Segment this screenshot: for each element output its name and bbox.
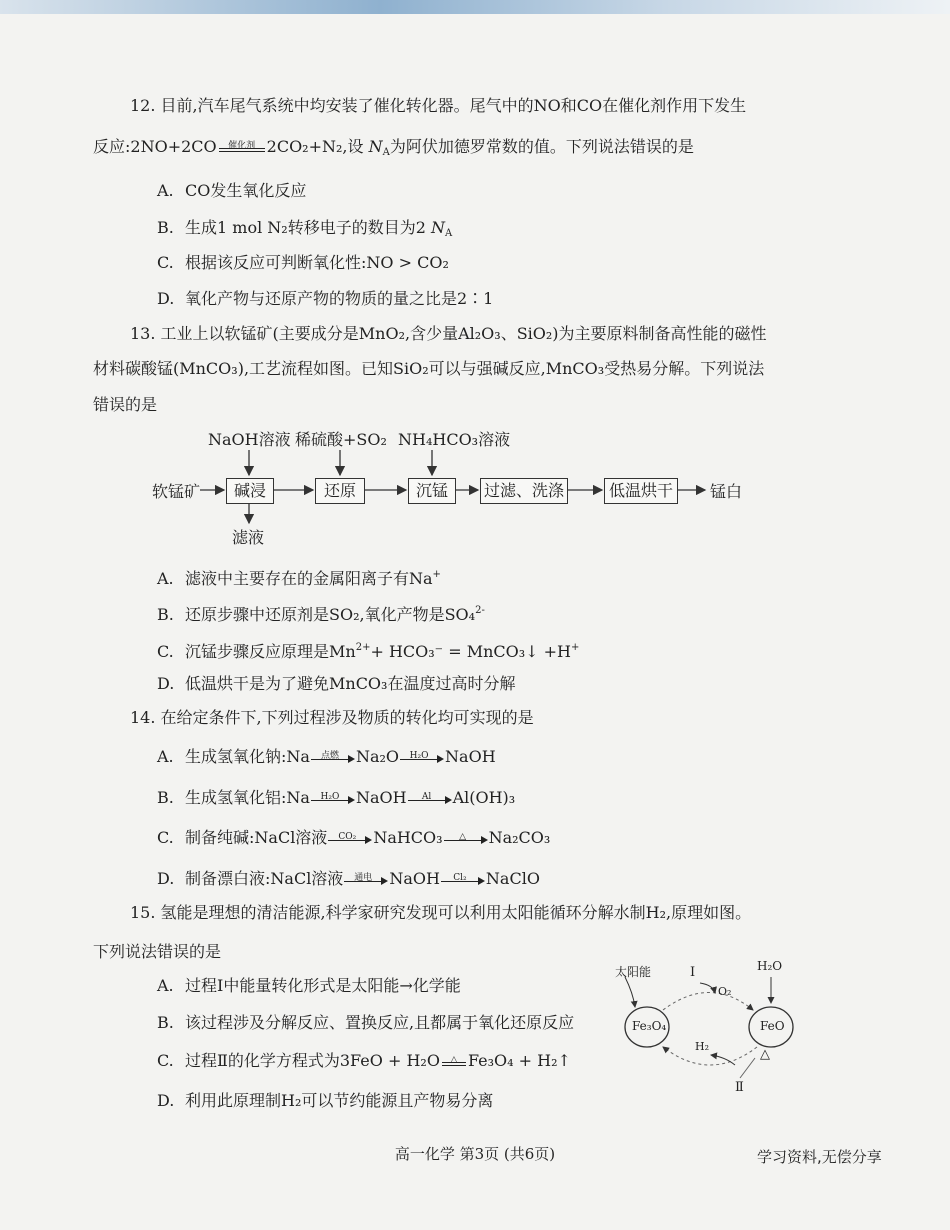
heat-symbol: △ (760, 1047, 770, 1062)
flow-end-product: 锰白 (710, 482, 743, 501)
flow-step-alkali-leach: 碱浸 (226, 478, 274, 504)
species: NaHCO₃ (373, 828, 443, 847)
water-label: H₂O (757, 959, 783, 973)
option-label: C. (157, 253, 174, 272)
q15-option-d[interactable] (157, 1090, 493, 1112)
q14-option-a[interactable] (157, 746, 496, 768)
hydrogen-label: H₂ (695, 1040, 710, 1053)
option-label: B. (157, 218, 174, 237)
option-text: 生成氢氧化钠: (185, 747, 287, 766)
arrow-condition: Cl₂ (453, 872, 467, 883)
q12-equilibrium-sign (217, 141, 267, 155)
option-label: B. (157, 605, 174, 624)
arrow-condition: H₂O (409, 750, 429, 761)
option-text: 生成氢氧化铝: (185, 788, 287, 807)
option-label: D. (157, 869, 175, 888)
option-text: CO发生氧化反应 (185, 181, 307, 200)
oxygen-label: O₂ (718, 985, 732, 998)
option-label: C. (157, 642, 174, 661)
arrow-condition: H₂O (320, 791, 340, 802)
q13-option-b[interactable] (157, 600, 485, 626)
option-text: 根据该反应可判断氧化性:NO > CO₂ (185, 253, 449, 272)
option-text: + HCO₃⁻ = MnCO₃↓ +H (370, 642, 572, 661)
option-label: A. (157, 569, 174, 588)
heat-condition: △ (450, 1054, 458, 1065)
flow-step-dry: 低温烘干 (604, 478, 678, 504)
species: NaOH (445, 747, 496, 766)
q13-process-flowchart (150, 425, 770, 550)
q12-option-c[interactable] (157, 252, 449, 274)
q12-option-d[interactable] (157, 288, 493, 310)
charge-superscript: + (571, 642, 580, 653)
option-text: 制备漂白液: (185, 869, 271, 888)
q14-option-d[interactable] (157, 868, 540, 890)
flow-filtrate: 滤液 (232, 528, 265, 547)
q13-option-c[interactable] (157, 637, 579, 663)
q12-na-symbol: N (430, 218, 445, 237)
option-text: 该过程涉及分解反应、置换反应,且都属于氧化还原反应 (185, 1013, 575, 1032)
option-text: 过程Ⅱ的化学方程式为3FeO + H₂O (185, 1051, 440, 1070)
species: NaOH (389, 869, 440, 888)
species: Na (286, 747, 310, 766)
arrow-condition: CO₂ (338, 831, 357, 842)
reaction-arrow (311, 751, 355, 765)
option-label: C. (157, 1051, 174, 1070)
flow-start-ore: 软锰矿 (152, 482, 201, 501)
option-label: A. (157, 181, 174, 200)
option-label: B. (157, 788, 174, 807)
q15-option-b[interactable] (157, 1012, 574, 1034)
flow-step-precipitation: 沉锰 (408, 478, 456, 504)
option-text: 利用此原理制H₂可以节约能源且产物易分离 (185, 1091, 494, 1110)
option-label: D. (157, 674, 175, 693)
q15-stem-line2: 下列说法错误的是 (93, 942, 222, 961)
q12-products: 2CO₂+N₂,设 (266, 137, 364, 156)
arrow-condition: 通电 (354, 872, 373, 883)
flow-input-naoh: NaOH溶液 (208, 430, 291, 449)
q15-option-a[interactable] (157, 975, 461, 997)
species: Na₂CO₃ (488, 828, 551, 847)
q12-reactants: 反应:2NO+2CO (93, 137, 217, 156)
feo-node: FeO (760, 1019, 785, 1033)
option-text: 制备纯碱: (185, 828, 255, 847)
flow-input-acid-so2: 稀硫酸+SO₂ (295, 430, 387, 449)
arrow-condition: △ (459, 831, 467, 842)
sunlight-label: 太阳能 (615, 965, 652, 979)
q12-na-subscript: A (382, 147, 390, 158)
charge-superscript: + (432, 569, 441, 580)
process-one-label: Ⅰ (690, 965, 696, 980)
species: NaCl溶液 (254, 828, 328, 847)
reaction-arrow (441, 873, 485, 887)
species: Al(OH)₃ (452, 788, 516, 807)
q14-option-c[interactable] (157, 827, 550, 849)
option-text: 过程Ⅰ中能量转化形式是太阳能→化学能 (185, 976, 461, 995)
option-label: D. (157, 289, 175, 308)
charge-superscript: 2- (475, 605, 485, 616)
reaction-arrow (400, 751, 444, 765)
option-text: Fe₃O₄ + H₂↑ (467, 1051, 571, 1070)
reaction-arrow (328, 832, 372, 846)
watermark: 学习资料,无偿分享 (757, 1148, 882, 1166)
q13-option-d[interactable] (157, 673, 515, 695)
flow-step-reduction: 还原 (315, 478, 365, 504)
page-footer: 高一化学 第3页 (共6页) (394, 1145, 556, 1163)
option-label: B. (157, 1013, 174, 1032)
q14-stem: 14. 在给定条件下,下列过程涉及物质的转化均可实现的是 (130, 708, 534, 727)
scan-top-edge (0, 0, 950, 14)
q12-stem-line1: 12. 目前,汽车尾气系统中均安装了催化转化器。尾气中的NO和CO在催化剂作用下发生 (130, 96, 747, 115)
species: Na (286, 788, 310, 807)
q12-catalyst-label: 催化剂 (228, 140, 256, 151)
q13-option-a[interactable] (157, 564, 441, 590)
q13-stem-line2: 材料碳酸锰(MnCO₃),工艺流程如图。已知SiO₂可以与强碱反应,MnCO₃受热易分解。下列说法 (93, 359, 765, 378)
species: NaCl溶液 (270, 869, 344, 888)
option-label: D. (157, 1091, 175, 1110)
q12-question: 为阿伏加德罗常数的值。下列说法错误的是 (389, 137, 694, 156)
process-two-label: Ⅱ (735, 1080, 744, 1095)
q13-stem-line1: 13. 工业上以软锰矿(主要成分是MnO₂,含少量Al₂O₃、SiO₂)为主要原料制备高性能的磁性 (130, 324, 767, 343)
flow-input-nh4hco3: NH₄HCO₃溶液 (398, 430, 511, 449)
option-text: 沉锰步骤反应原理是Mn (185, 642, 356, 661)
q15-stem-line1: 15. 氢能是理想的清洁能源,科学家研究发现可以利用太阳能循环分解水制H₂,原理如图。 (130, 903, 752, 922)
q15-cycle-diagram (605, 955, 805, 1105)
option-text: 生成1 mol N₂转移电子的数目为2 (185, 218, 426, 237)
species: NaOH (355, 788, 407, 807)
reaction-arrow (408, 792, 452, 806)
option-label: A. (157, 747, 174, 766)
q12-na-symbol: N (368, 137, 383, 156)
reaction-arrow (444, 832, 488, 846)
reaction-arrow (344, 873, 388, 887)
charge-superscript: 2+ (355, 642, 371, 653)
option-text: 滤液中主要存在的金属阳离子有Na (185, 569, 433, 588)
reaction-arrow (311, 792, 355, 806)
q15-equals-sign (440, 1055, 468, 1069)
flow-step-filter-wash: 过滤、洗涤 (480, 478, 568, 504)
arrow-condition: 点燃 (320, 750, 339, 761)
q12-stem-line2 (93, 136, 694, 164)
q12-na-subscript: A (444, 228, 453, 239)
species: Na₂O (355, 747, 400, 766)
option-text: 还原步骤中还原剂是SO₂,氧化产物是SO₄ (185, 605, 476, 624)
arrow-condition: Al (421, 791, 432, 802)
option-label: C. (157, 828, 174, 847)
option-text: 低温烘干是为了避免MnCO₃在温度过高时分解 (185, 674, 516, 693)
species: NaClO (485, 869, 540, 888)
option-text: 氧化产物与还原产物的物质的量之比是2∶1 (185, 289, 494, 308)
q13-stem-line3: 错误的是 (93, 395, 158, 414)
q12-option-a[interactable] (157, 180, 306, 202)
q14-option-b[interactable] (157, 787, 515, 809)
fe3o4-node: Fe₃O₄ (632, 1019, 667, 1033)
q12-option-b[interactable] (157, 217, 452, 245)
q15-option-c[interactable] (157, 1050, 571, 1072)
option-label: A. (157, 976, 174, 995)
